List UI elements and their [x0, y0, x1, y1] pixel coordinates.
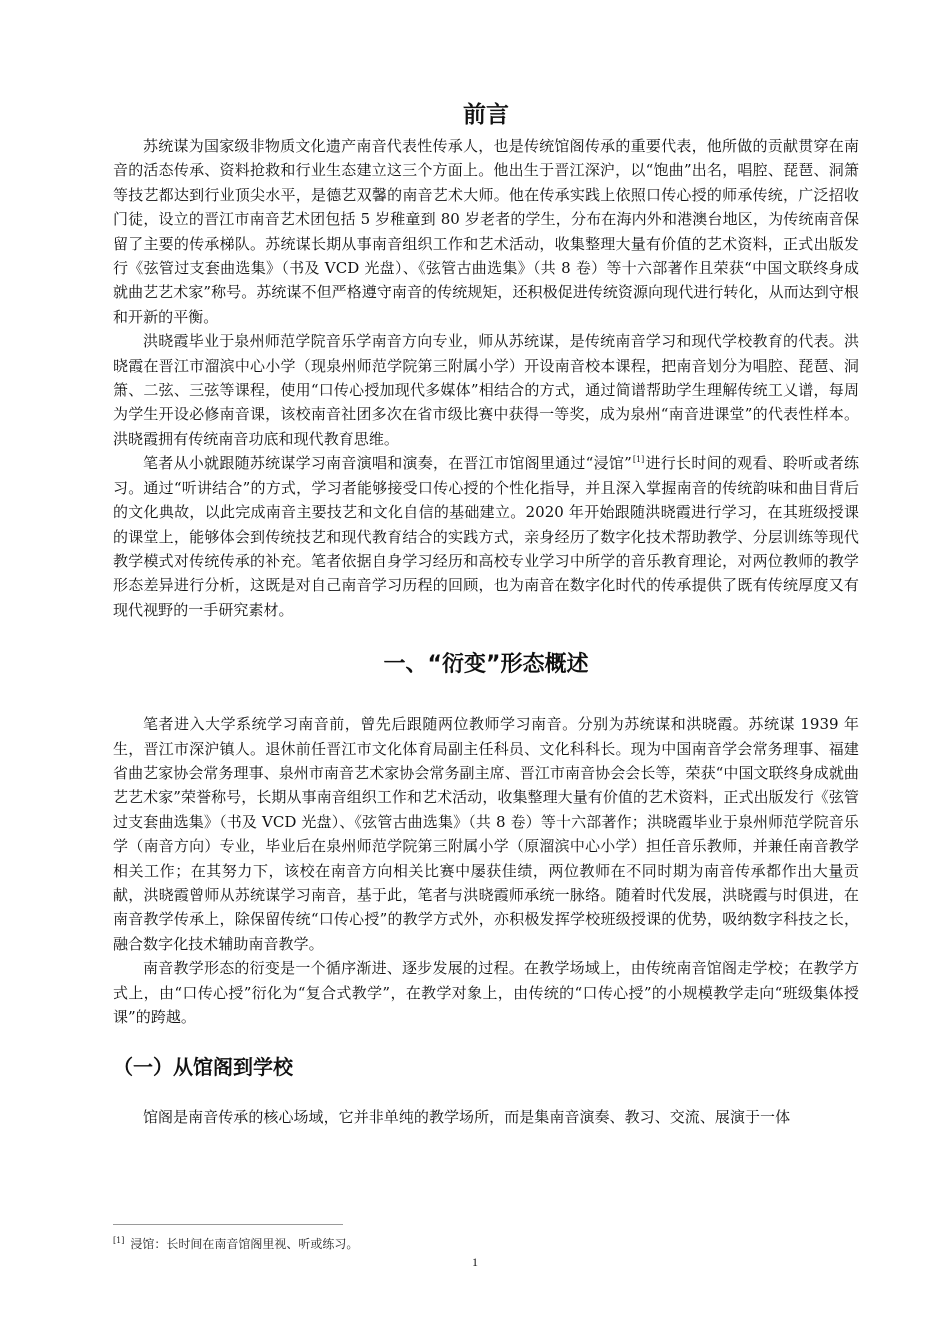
- footnote-reference[interactable]: [1]: [632, 455, 645, 465]
- footnote: [113, 1236, 358, 1252]
- preface-paragraph-3-text-a: 笔者从小就跟随苏统谋学习南音演唱和演奏，在晋江市馆阁里通过“浸馆”: [143, 454, 632, 473]
- preface-paragraph-3: [113, 451, 859, 622]
- footnote-divider: [113, 1224, 343, 1225]
- section-paragraph-2: 南音教学形态的衍变是一个循序渐进、逐步发展的过程。在教学场域上，由传统南音馆阁走学校；在教学方式上，由“口传心授”衍化为“复合式教学”，在教学对象上，由传统的“口传心授”的小规模教学走向“班级集体授课”的跨越。: [113, 959, 859, 1026]
- footnote-text: 浸馆：长时间在南音馆阁里视、听或练习。: [130, 1237, 359, 1251]
- preface-title: 前言: [463, 102, 509, 128]
- section-title: 一、“衍变”形态概述: [383, 652, 589, 678]
- section-paragraph-1: 笔者进入大学系统学习南音前，曾先后跟随两位教师学习南音。分别为苏统谋和洪晓霞。苏统谋 1939 年生，晋江市深沪镇人。退休前任晋江市文化体育局副主任科员、文化科科长。现为中国南音学会常务理事、福建省曲艺家协会常务理事、泉州市南音艺术家协会常务副主席、晋江市南音协会会长等，荣获“中国文联终身成就曲艺艺术家”荣誉称号，长期从事南音组织工作和艺术活动，收集整理大量有价值的艺术资料，正式出版发行《弦管过支套曲选集》（书及 VCD 光盘）、《弦管古曲选集》（共 8 卷）等十六部著作；洪晓霞毕业于泉州师范学院音乐学（南音方向）专业，毕业后在泉州师范学院第三附属小学（原溜滨中心小学）担任音乐教师，并兼任南音教学相关工作；在其努力下，该校在南音方向相关比赛中屡获佳绩，两位教师在不同时期为南音传承都作出大量贡献，洪晓霞曾师从苏统谋学习南音，基于此，笔者与洪晓霞师承统一脉络。随着时代发展，洪晓霞与时俱进，在南音教学传承上，除保留传统“口传心授”的教学方式外，亦积极发挥学校班级授课的优势，吸纳数字科技之长，融合数字化技术辅助南音教学。: [113, 715, 859, 953]
- subsection-paragraph-1: 馆阁是南音传承的核心场域，它并非单纯的教学场所，而是集南音演奏、教习、交流、展演于一体: [143, 1108, 791, 1127]
- preface-paragraph-3-text-b: 进行长时间的观看、聆听或者练习。通过“听讲结合”的方式，学习者能够接受口传心授的个性化指导，并且深入掌握南音的传统韵味和曲目背后的文化典故，以此完成南音主要技艺和文化自信的基础建立。2020 年开始跟随洪晓霞进行学习，在其班级授课的课堂上，能够体会到传统技艺和现代教育结合的实践方式，亲身经历了数字化技术帮助教学、分层训练等现代教学模式对传统传承的补充。笔者依据自身学习经历和高校专业学习中所学的音乐教育理论，对两位教师的教学形态差异进行分析，这既是对自己南音学习历程的回顾，也为南音在数字化时代的传承提供了既有传统厚度又有现代视野的一手研究素材。: [113, 454, 860, 619]
- page-number: 1: [472, 1255, 478, 1269]
- footnote-mark: [1]: [113, 1236, 125, 1245]
- preface-paragraph-2: 洪晓霞毕业于泉州师范学院音乐学南音方向专业，师从苏统谋，是传统南音学习和现代学校教育的代表。洪晓霞在晋江市溜滨中心小学（现泉州师范学院第三附属小学）开设南音校本课程，把南音划分为唱腔、琵琶、洞箫、二弦、三弦等课程，使用“口传心授加现代多媒体”相结合的方式，通过简谱帮助学生理解传统工乂谱，每周为学生开设必修南音课，该校南音社团多次在省市级比赛中获得一等奖，成为泉州“南音进课堂”的代表性样本。洪晓霞拥有传统南音功底和现代教育思维。: [113, 332, 859, 448]
- page-body: [113, 98, 859, 1130]
- subsection-title: （一）从馆阁到学校: [113, 1055, 293, 1080]
- preface-paragraph-1: 苏统谋为国家级非物质文化遗产南音代表性传承人，也是传统馆阁传承的重要代表，他所做的贡献贯穿在南音的活态传承、资料抢救和行业生态建立这三个方面上。他出生于晋江深沪，以“饱曲”出名，唱腔、琵琶、洞箫等技艺都达到行业顶尖水平，是德艺双馨的南音艺术大师。他在传承实践上依照口传心授的师承传统，广泛招收门徒，设立的晋江市南音艺术团包括 5 岁稚童到 80 岁老者的学生，分布在海内外和港澳台地区，为传统南音保留了主要的传承梯队。苏统谋长期从事南音组织工作和艺术活动，收集整理大量有价值的艺术资料，正式出版发行《弦管过支套曲选集》（书及 VCD 光盘）、《弦管古曲选集》（共 8 卷）等十六部著作且荣获“中国文联终身成就曲艺艺术家”称号。苏统谋不但严格遵守南音的传统规矩，还积极促进传统资源向现代进行转化，从而达到守根和开新的平衡。: [113, 137, 859, 326]
